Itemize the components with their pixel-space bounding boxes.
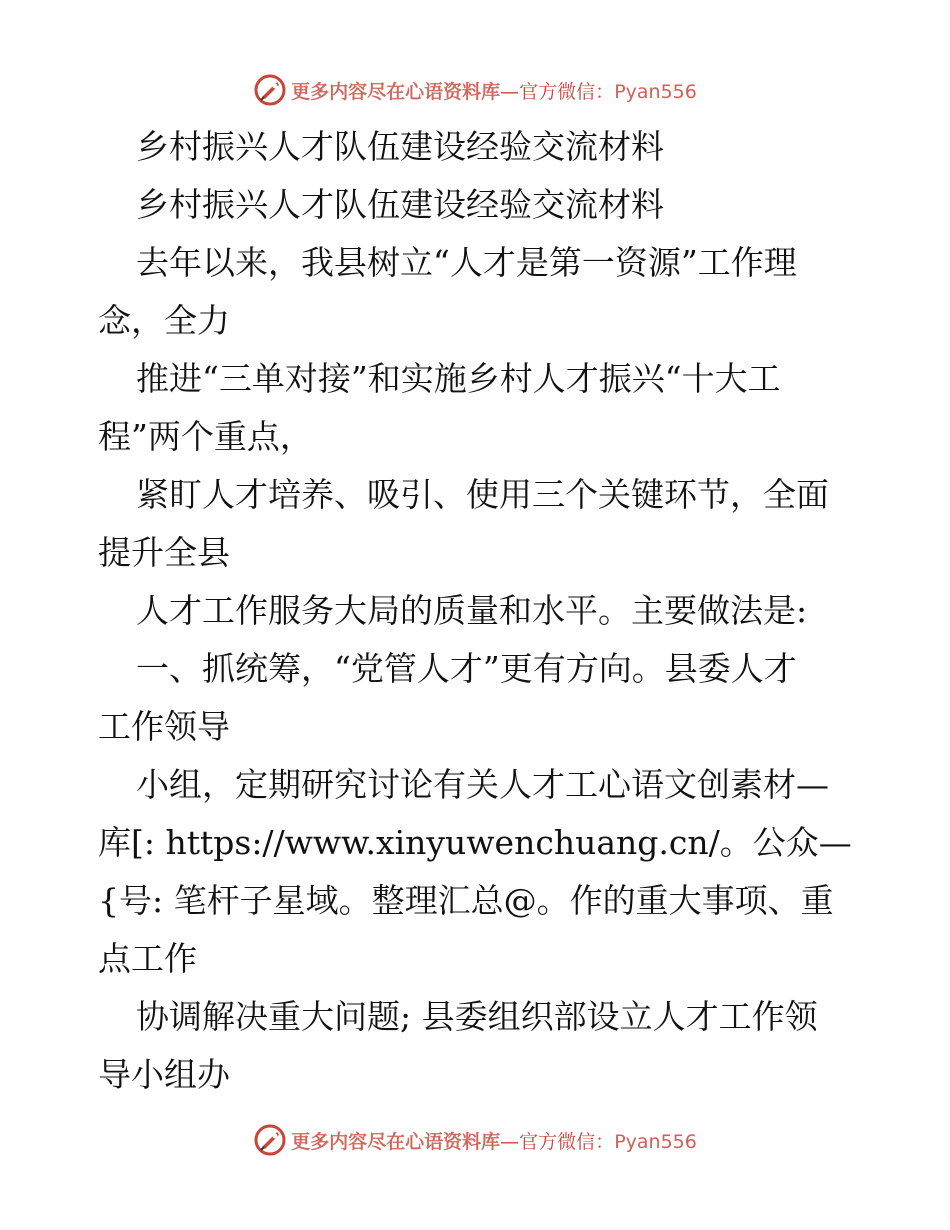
banner-wechat-label: 官方微信： — [519, 1130, 615, 1153]
banner-caption — [291, 77, 697, 104]
banner-caption — [291, 1127, 697, 1154]
doc-line: 提升全县 — [98, 533, 230, 572]
doc-line: {号: 笔杆子星域。整理汇总@。作的重大事项、重 — [98, 881, 834, 920]
doc-line: 协调解决重大问题; 县委组织部设立人才工作领 — [136, 997, 818, 1036]
doc-line: 一、抓统筹，“党管人才”更有方向。县委人才 — [136, 649, 797, 688]
banner-hint-text: 更多内容尽在心语资料库 — [291, 1130, 501, 1153]
banner-wechat-label: 官方微信： — [519, 80, 615, 103]
doc-line: 工作领导 — [98, 707, 230, 746]
doc-line: 乡村振兴人才队伍建设经验交流材料 — [136, 127, 664, 166]
footer-banner — [0, 1120, 950, 1160]
doc-line: 人才工作服务大局的质量和水平。主要做法是: — [136, 591, 808, 630]
doc-line: 库[: https://www.xinyuwenchuang.cn/。公众— — [98, 823, 852, 862]
doc-line: 紧盯人才培养、吸引、使用三个关键环节，全面 — [136, 475, 829, 514]
doc-line: 念，全力 — [98, 301, 230, 340]
quill-logo-icon — [253, 73, 287, 107]
doc-line: 推进“三单对接”和实施乡村人才振兴“十大工 — [136, 359, 781, 398]
doc-line: 程”两个重点， — [98, 417, 313, 456]
banner-separator: — — [500, 80, 520, 103]
banner-wechat-id: Pyan556 — [614, 1130, 697, 1153]
doc-line: 去年以来，我县树立“人才是第一资源”工作理 — [136, 243, 797, 282]
doc-line: 乡村振兴人才队伍建设经验交流材料 — [136, 185, 664, 224]
document-body — [98, 118, 858, 1104]
doc-line: 点工作 — [98, 939, 197, 978]
doc-line: 导小组办 — [98, 1055, 230, 1094]
quill-logo-icon — [253, 1123, 287, 1157]
banner-separator: — — [500, 1130, 520, 1153]
doc-line: 小组，定期研究讨论有关人才工心语文创素材— — [136, 765, 829, 804]
banner-hint-text: 更多内容尽在心语资料库 — [291, 80, 501, 103]
header-banner — [0, 70, 950, 110]
banner-wechat-id: Pyan556 — [614, 80, 697, 103]
